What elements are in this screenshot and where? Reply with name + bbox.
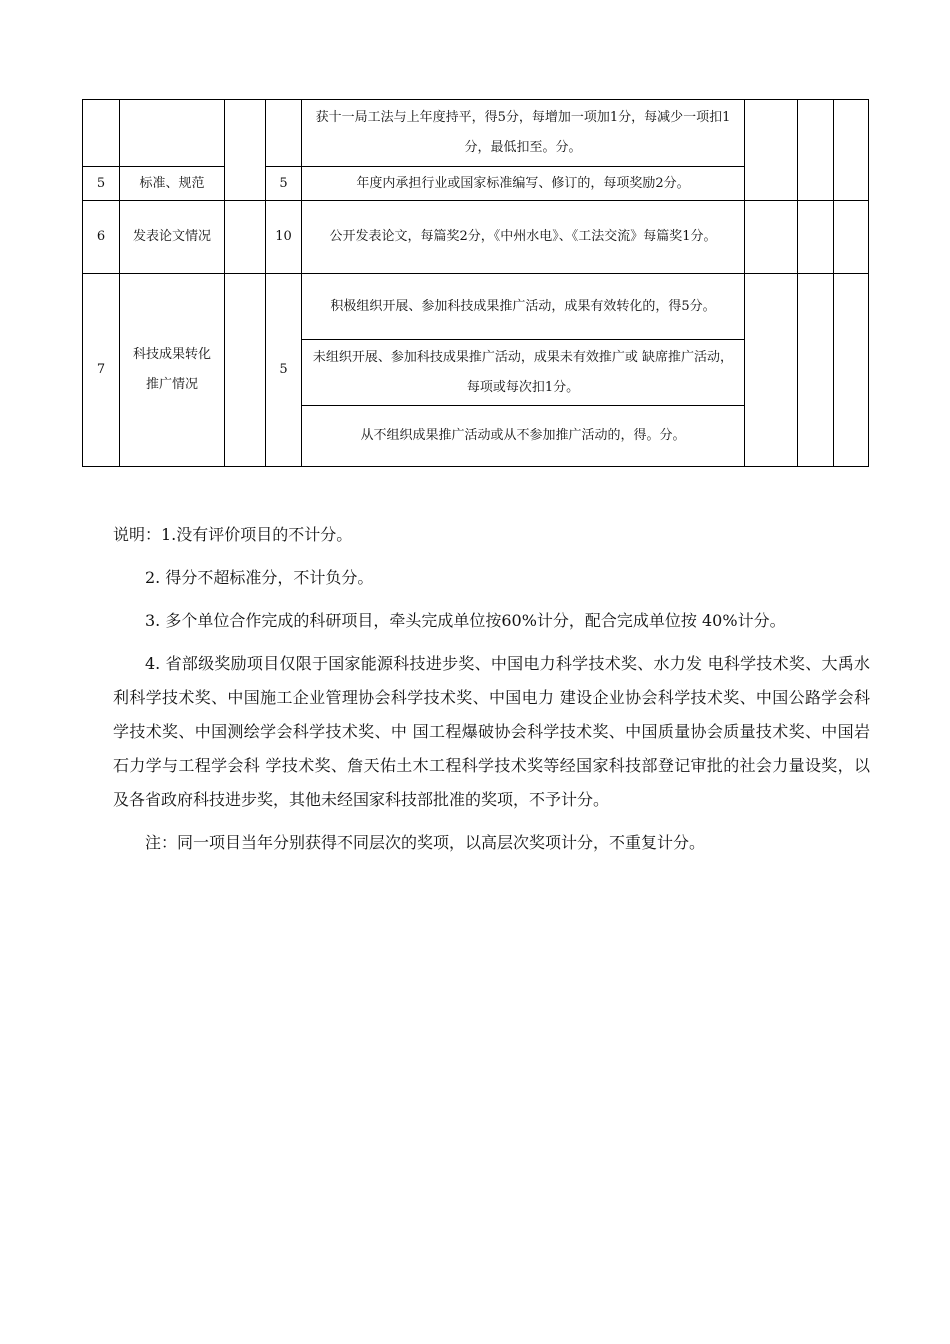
row-number [83,100,120,167]
row-criteria: 年度内承担行业或国家标准编写、修订的，每项奖励2分。 [302,167,745,201]
row-criteria: 公开发表论文，每篇奖2分，《中州水电》、《工法交流》每篇奖1分。 [302,201,745,274]
row-score: 5 [266,167,302,201]
score-table [82,99,869,467]
row-item: 发表论文情况 [120,201,225,274]
blank-cell [834,100,869,201]
blank-cell [745,274,798,467]
row-criteria: 积极组织开展、参加科技成果推广活动，成果有效转化的，得5分。 [302,274,745,340]
note-remark: 注：同一项目当年分别获得不同层次的奖项，以高层次奖项计分，不重复计分。 [145,833,706,852]
row-number: 5 [83,167,120,201]
blank-cell [745,201,798,274]
row-criteria: 获十一局工法与上年度持平，得5分，每增加一项加1分，每减少一项扣1分，最低扣至。分。 [302,100,745,167]
row-item [120,100,225,167]
row-item: 科技成果转化推广情况 [120,274,225,467]
blank-cell [798,100,834,201]
blank-cell [745,100,798,201]
table-row [83,201,869,274]
note-1: 说明：1.没有评价项目的不计分。 [113,525,353,544]
note-4: 4. 省部级奖励项目仅限于国家能源科技进步奖、中国电力科学技术奖、水力发 电科学技术奖、大禹水利科学技术奖、中国施工企业管理协会科学技术奖、中国电力 建设企业协会科学技术奖、中国公路学会科学技术奖、中国测绘学会科学技术奖、中 国工程爆破协会科学技术奖、中国质量协会质量技术奖、中国岩石力学与工程学会科 学技术奖、詹天佑土木工程科学技术奖等经国家科技部登记审批的社会力量设奖，以 及各省政府科技进步奖，其他未经国家科技部批准的奖项，不予计分。 [113,654,870,809]
row-score [266,100,302,167]
row-score: 10 [266,201,302,274]
note-2: 2. 得分不超标准分，不计负分。 [145,568,374,587]
blank-cell [225,274,266,467]
row-criteria: 从不组织成果推广活动或从不参加推广活动的，得。分。 [302,406,745,467]
table-row [83,274,869,340]
blank-cell [798,201,834,274]
row-number: 7 [83,274,120,467]
row-item: 标准、规范 [120,167,225,201]
blank-cell [225,100,266,201]
note-3: 3. 多个单位合作完成的科研项目，牵头完成单位按60%计分，配合完成单位按 40%计分。 [145,611,786,630]
table-row [83,100,869,167]
blank-cell [834,274,869,467]
row-number: 6 [83,201,120,274]
notes-section [113,518,870,869]
row-score: 5 [266,274,302,467]
blank-cell [798,274,834,467]
blank-cell [225,201,266,274]
row-criteria: 未组织开展、参加科技成果推广活动，成果未有效推广或 缺席推广活动，每项或每次扣1分。 [302,340,745,406]
blank-cell [834,201,869,274]
